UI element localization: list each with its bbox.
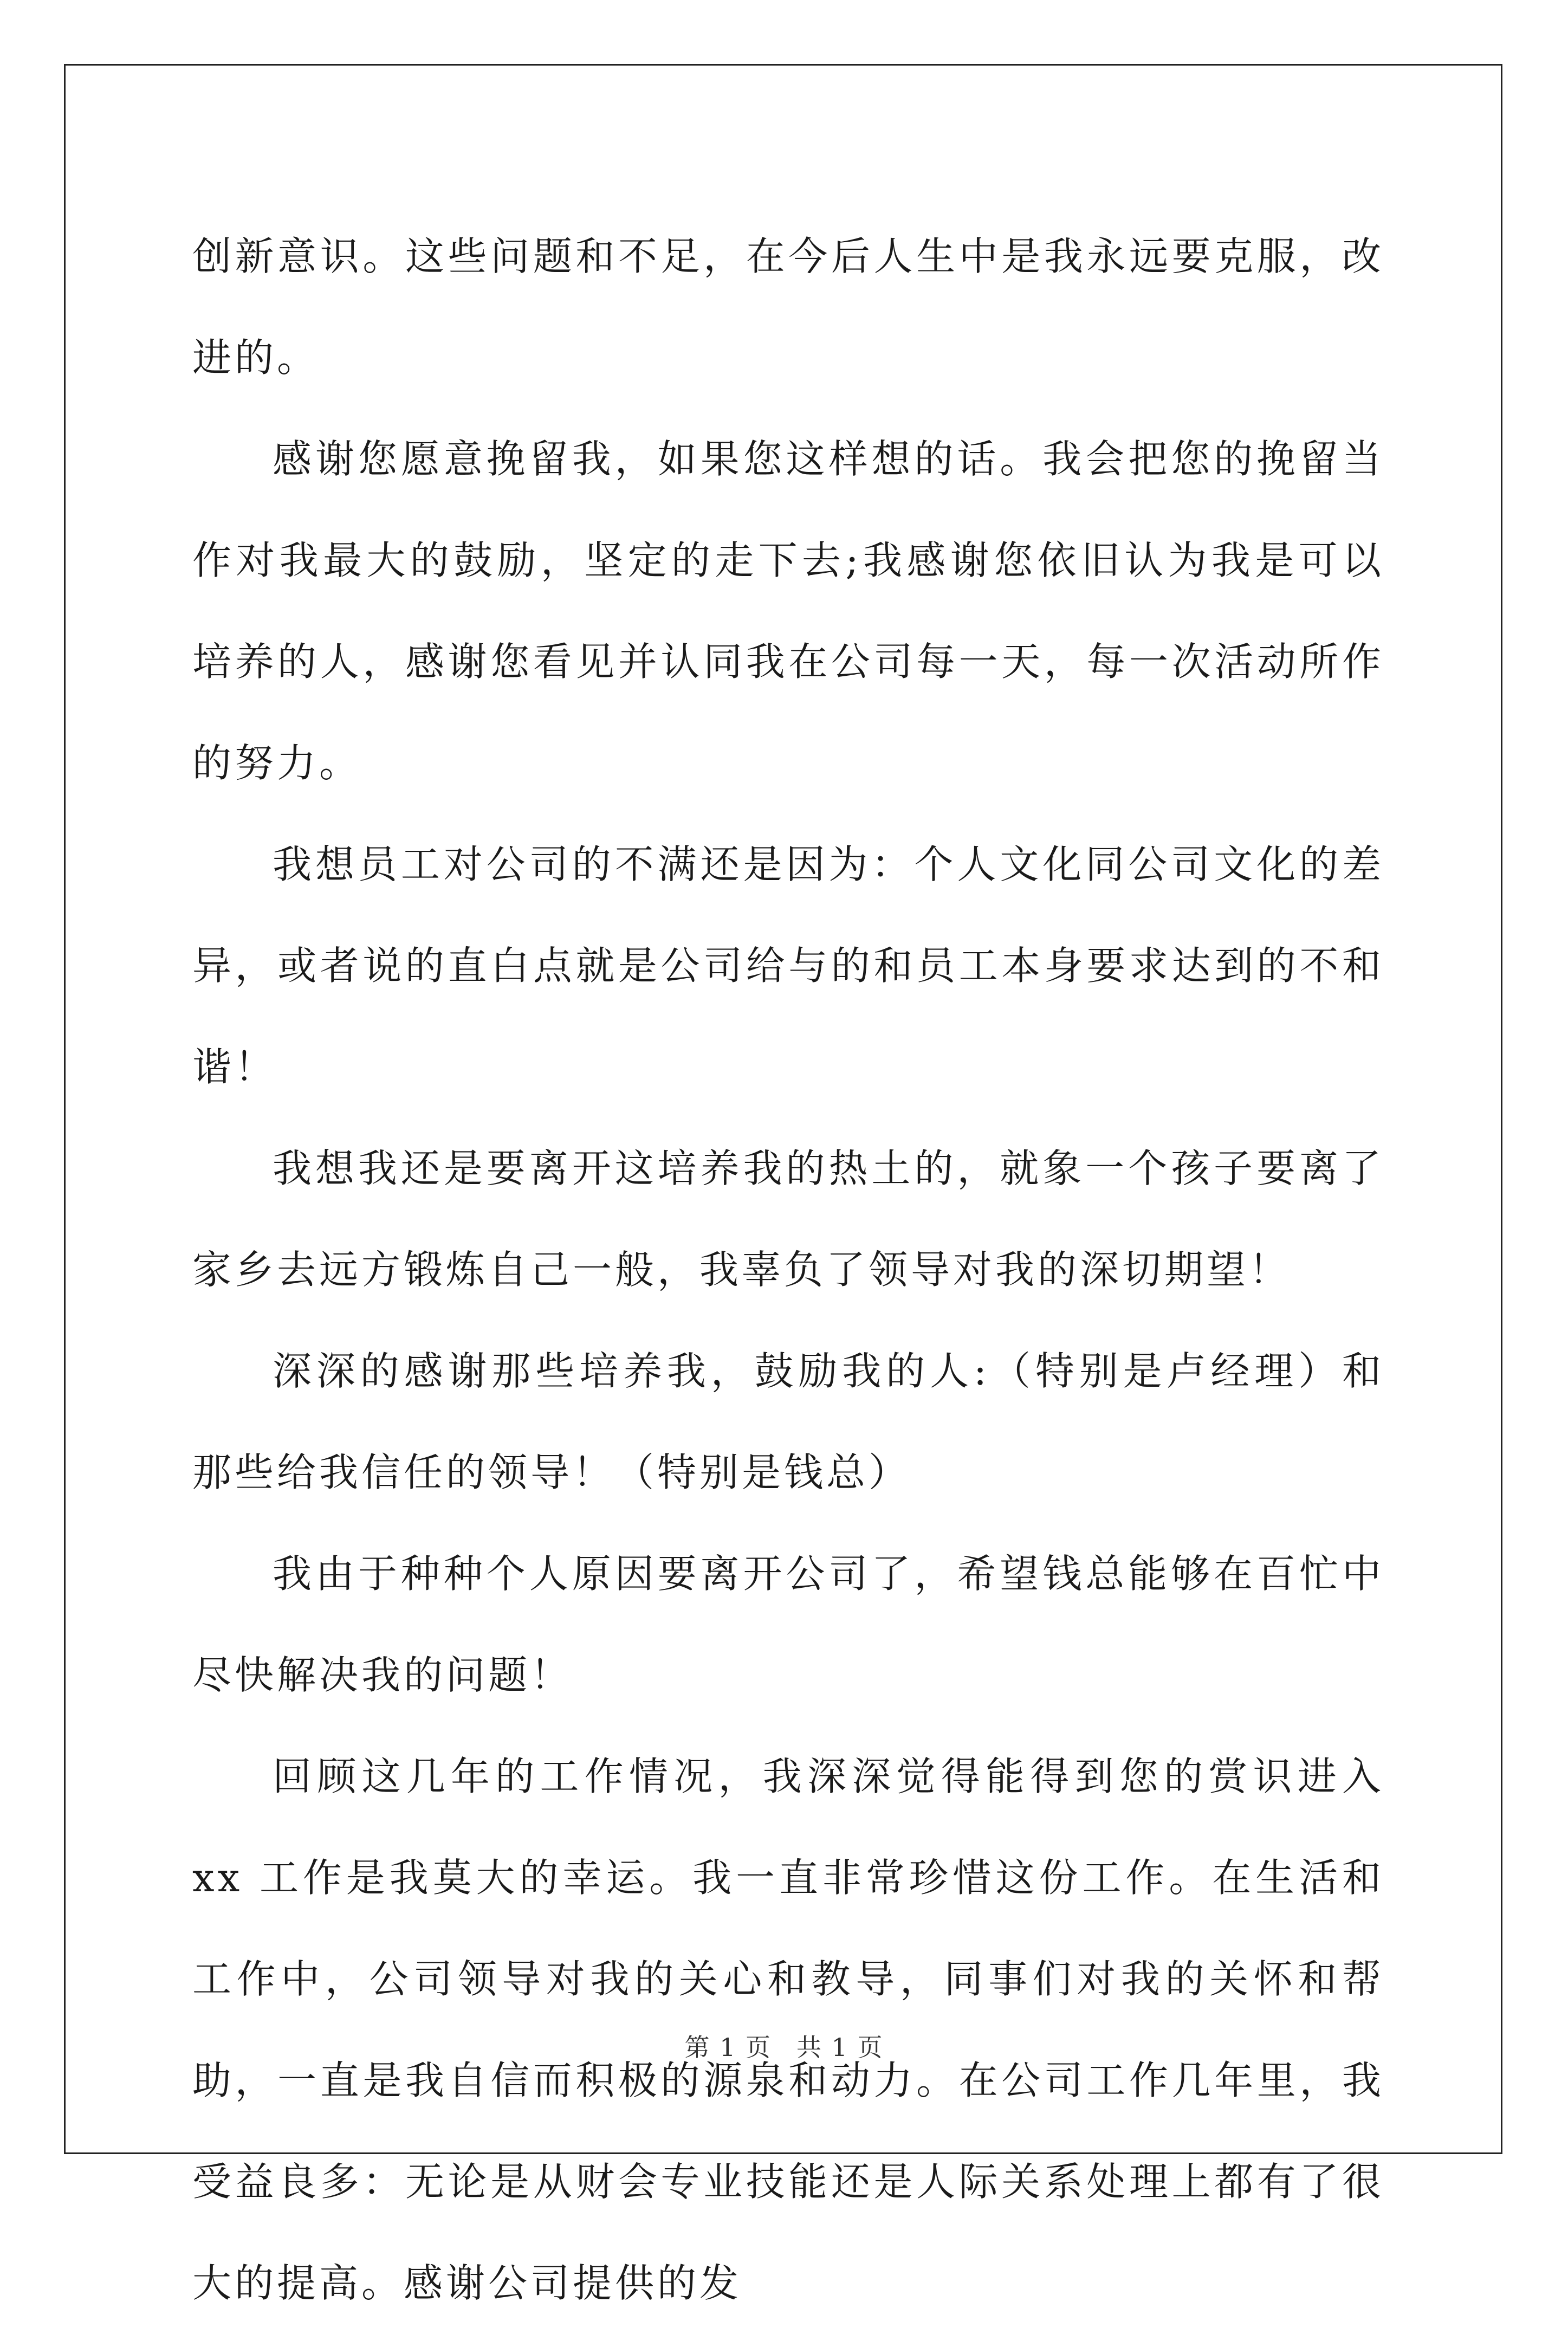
page-number-total: 共 1 页 bbox=[796, 2033, 884, 2062]
paragraph-4: 我想我还是要离开这培养我的热土的，就象一个孩子要离了家乡去远方锻炼自己一般，我辜负了领导对我的深切期望！ bbox=[192, 1146, 1384, 1292]
document-body bbox=[192, 206, 1384, 2334]
paragraph-2: 感谢您愿意挽留我，如果您这样想的话。我会把您的挽留当作对我最大的鼓励，坚定的走下去;我感谢您依旧认为我是可以培养的人，感谢您看见并认同我在公司每一天，每一次活动所作的努力。 bbox=[192, 436, 1384, 786]
page-number-current: 第 1 页 bbox=[684, 2033, 772, 2062]
paragraph-7: 回顾这几年的工作情况，我深深觉得能得到您的赏识进入 xx 工作是我莫大的幸运。我一直非常珍惜这份工作。在生活和工作中，公司领导对我的关心和教导，同事们对我的关怀和帮助，一直是我自信而积极的源泉和动力。在公司工作几年里，我受益良多：无论是从财会专业技能还是人际关系处理上都有了很大的提高。感谢公司提供的发 bbox=[192, 1754, 1384, 2306]
paragraph-5: 深深的感谢那些培养我，鼓励我的人:（特别是卢经理）和那些给我信任的领导！（特别是钱总） bbox=[192, 1348, 1384, 1495]
paragraph-3: 我想员工对公司的不满还是因为：个人文化同公司文化的差异，或者说的直白点就是公司给与的和员工本身要求达到的不和谐！ bbox=[192, 842, 1384, 1090]
paragraph-1: 创新意识。这些问题和不足，在今后人生中是我永远要克服，改进的。 bbox=[192, 234, 1384, 380]
page-footer bbox=[0, 2028, 1568, 2064]
paragraph-6: 我由于种种个人原因要离开公司了，希望钱总能够在百忙中尽快解决我的问题！ bbox=[192, 1551, 1384, 1698]
